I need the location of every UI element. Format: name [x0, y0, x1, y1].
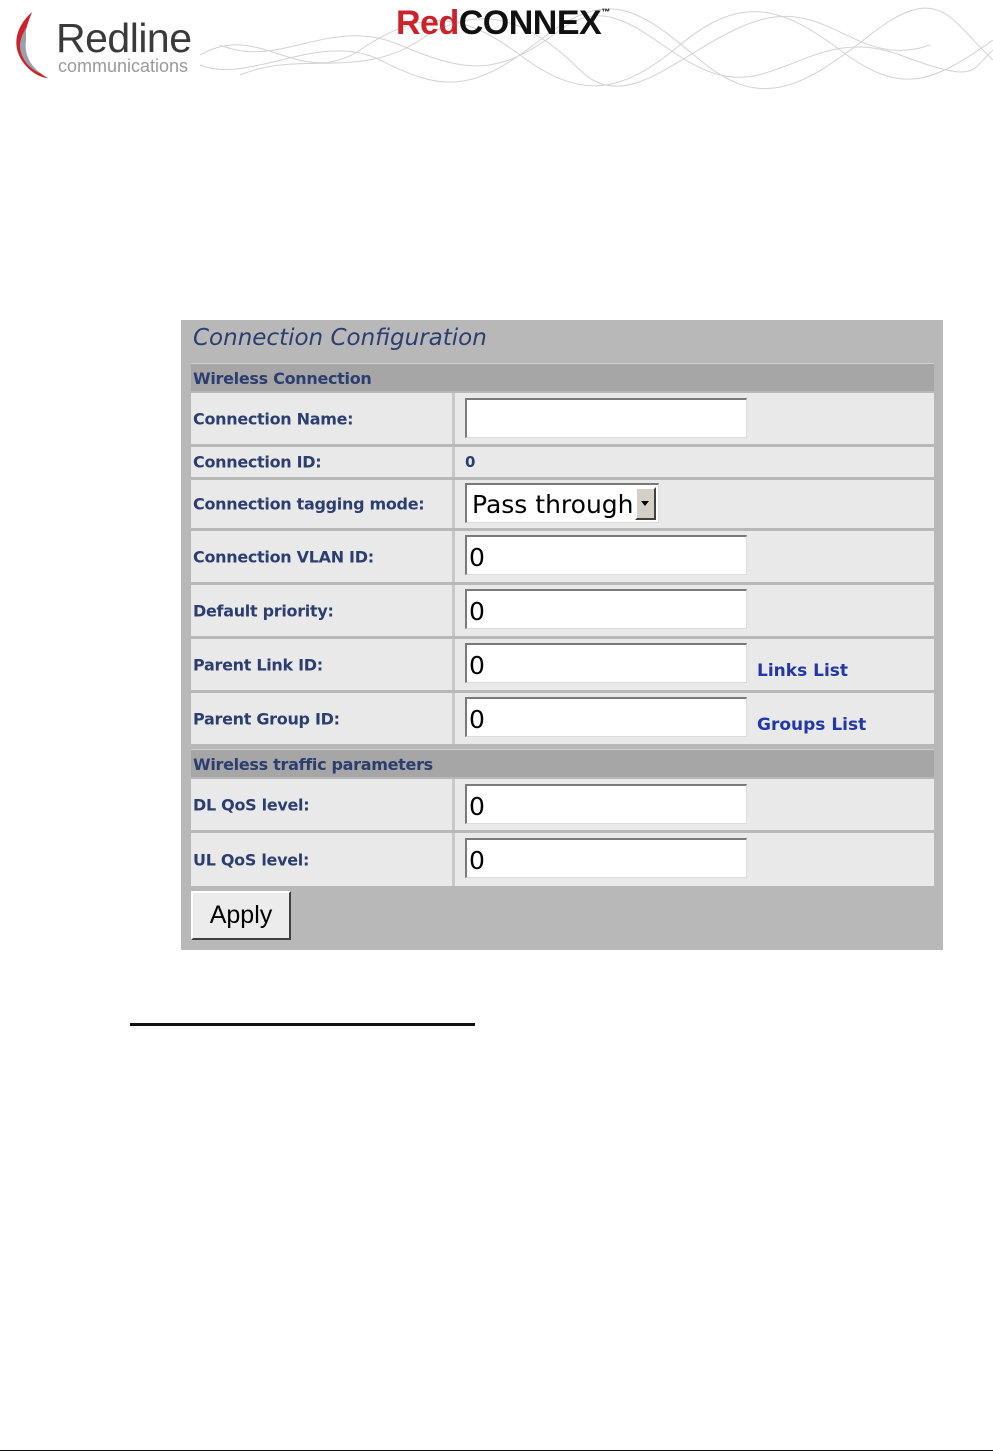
section-underline — [130, 1023, 475, 1026]
page-footer-rule — [0, 1450, 993, 1451]
section-title: Wireless Connection — [193, 369, 372, 388]
connection-configuration-panel — [181, 320, 943, 950]
row-tagging-mode — [191, 480, 934, 528]
vlan-id-input[interactable] — [465, 535, 747, 575]
field-label: Parent Group ID: — [193, 709, 340, 728]
field-label: Connection ID: — [193, 452, 322, 472]
section-header-wireless-traffic — [191, 749, 934, 777]
row-vlan-id — [191, 531, 934, 582]
row-parent-group-id — [191, 693, 934, 744]
redline-swoosh-icon — [6, 10, 50, 80]
ul-qos-input[interactable] — [465, 838, 747, 878]
tagging-mode-selected-value: Pass through — [472, 490, 634, 519]
apply-button[interactable]: Apply — [191, 891, 291, 940]
row-parent-link-id — [191, 639, 934, 690]
field-label: Connection VLAN ID: — [193, 547, 374, 566]
section-title: Wireless traffic parameters — [193, 755, 433, 774]
row-dl-qos — [191, 779, 934, 830]
tagging-mode-select[interactable] — [465, 483, 659, 523]
field-label: DL QoS level: — [193, 795, 310, 814]
redconnex-brand — [396, 6, 610, 40]
redline-logo — [6, 8, 216, 80]
connection-name-input[interactable] — [465, 398, 747, 438]
row-connection-id — [191, 447, 934, 477]
brand-trademark: ™ — [601, 7, 610, 17]
field-label: Connection Name: — [193, 409, 354, 428]
field-label: UL QoS level: — [193, 850, 310, 869]
row-default-priority — [191, 585, 934, 636]
logo-subtitle: communications — [58, 56, 189, 76]
parent-link-id-input[interactable] — [465, 643, 747, 683]
brand-black-part: CONNEX — [458, 4, 602, 42]
connection-id-value: 0 — [465, 453, 476, 471]
section-header-wireless-connection — [191, 363, 934, 391]
field-label: Connection tagging mode: — [193, 494, 425, 514]
row-ul-qos — [191, 833, 934, 886]
default-priority-input[interactable] — [465, 589, 747, 629]
field-label: Parent Link ID: — [193, 655, 323, 674]
parent-group-id-input[interactable] — [465, 697, 747, 737]
logo-wordmark: Redline — [56, 15, 192, 61]
row-connection-name — [191, 393, 934, 444]
chevron-down-icon — [641, 501, 649, 506]
brand-red-part: Red — [396, 4, 459, 42]
panel-title: Connection Configuration — [193, 325, 487, 351]
field-label: Default priority: — [193, 601, 334, 620]
page-header — [0, 0, 993, 92]
groups-list-link[interactable]: Groups List — [757, 715, 867, 735]
dropdown-arrow-button[interactable] — [635, 487, 656, 520]
dl-qos-input[interactable] — [465, 784, 747, 824]
links-list-link[interactable]: Links List — [757, 661, 849, 681]
